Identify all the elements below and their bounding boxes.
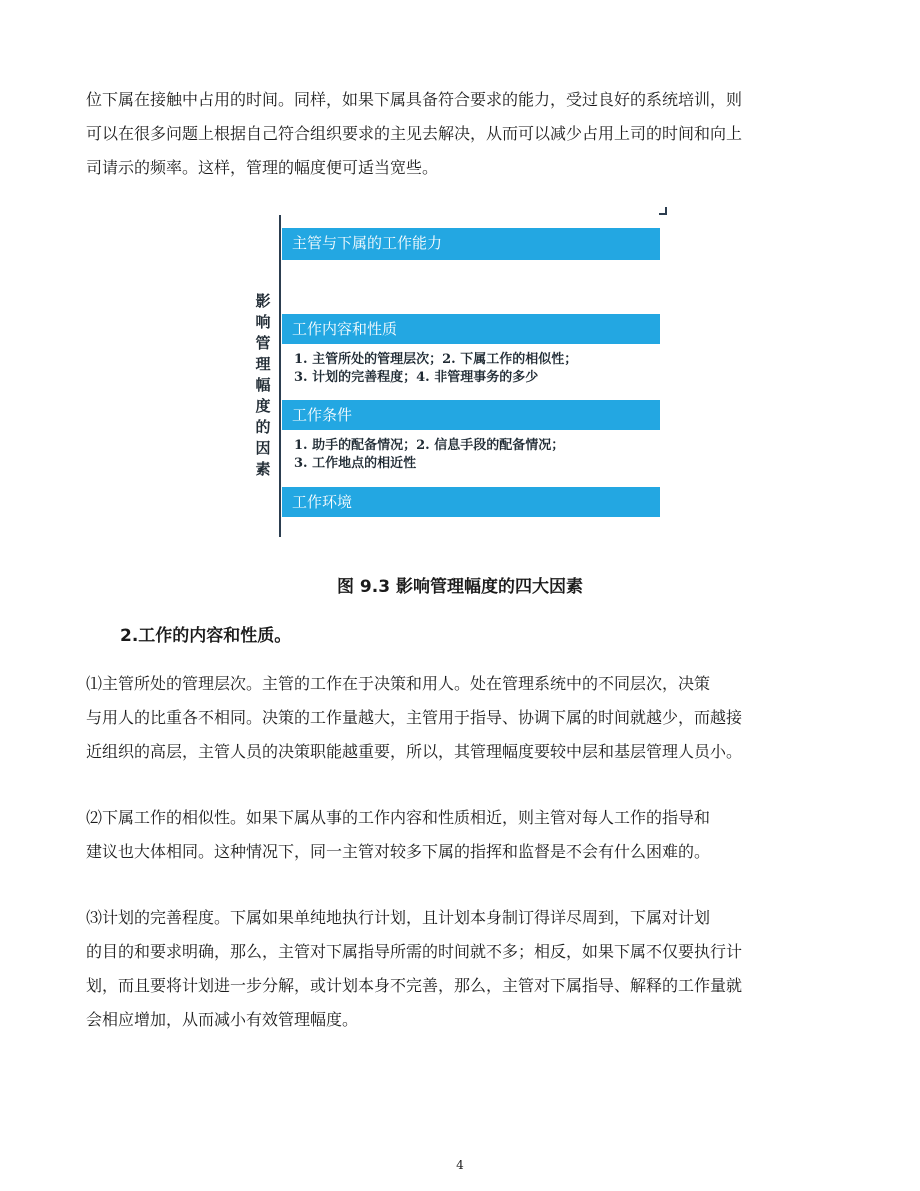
intro-line: 可以在很多问题上根据自己符合组织要求的主见去解决，从而可以减少占用上司的时间和向上 xyxy=(86,124,743,143)
item-line: 近组织的高层，主管人员的决策职能越重要，所以，其管理幅度要较中层和基层管理人员小。 xyxy=(86,742,743,761)
figure-band-ability: 主管与下属的工作能力 xyxy=(282,228,660,258)
figure-vertical-rule xyxy=(279,215,281,537)
item-line: 会相应增加，从而减小有效管理幅度。 xyxy=(86,1010,359,1029)
item-line: 划，而且要将计划进一步分解，或计划本身不完善，那么，主管对下属指导、解释的工作量就 xyxy=(86,976,743,995)
item-plan-completeness xyxy=(86,901,838,1037)
intro-paragraph xyxy=(86,83,838,185)
figure-caption: 图 9.3 影响管理幅度的四大因素 xyxy=(337,577,583,597)
item-line: 建议也大体相同。这种情况下，同一主管对较多下属的指挥和监督是不会有什么困难的。 xyxy=(86,842,711,861)
item-line: 的目的和要求明确，那么，主管对下属指导所需的时间就不多；相反，如果下属不仅要执行计 xyxy=(86,942,743,961)
page-number: 4 xyxy=(456,1158,464,1172)
item-work-similarity xyxy=(86,801,838,869)
figure-side-label: 影响管理幅度的因素 xyxy=(255,292,271,478)
figure-management-span-factors xyxy=(248,205,668,540)
figure-band-conditions-line: 1. 助手的配备情况；2. 信息手段的配备情况； xyxy=(294,438,565,453)
item-line: ⑴主管所处的管理层次。主管的工作在于决策和用人。处在管理系统中的不同层次，决策 xyxy=(86,674,711,693)
item-management-level xyxy=(86,667,838,769)
figure-band-conditions-line: 3. 工作地点的相近性 xyxy=(294,456,417,471)
section-heading: 2.工作的内容和性质。 xyxy=(120,626,292,646)
item-line: ⑵下属工作的相似性。如果下属从事的工作内容和性质相近，则主管对每人工作的指导和 xyxy=(86,808,711,827)
figure-band-conditions-body xyxy=(282,437,660,473)
figure-band-content-line: 1. 主管所处的管理层次；2. 下属工作的相似性； xyxy=(294,352,578,367)
figure-band-ability-underline xyxy=(282,258,660,260)
item-line: 与用人的比重各不相同。决策的工作量越大，主管用于指导、协调下属的时间就越少，而越接 xyxy=(86,708,743,727)
figure-band-content-line: 3. 计划的完善程度；4. 非管理事务的多少 xyxy=(294,370,539,385)
intro-line: 司请示的频率。这样，管理的幅度便可适当宽些。 xyxy=(86,158,439,177)
figure-band-conditions: 工作条件 xyxy=(282,400,660,430)
item-line: ⑶计划的完善程度。下属如果单纯地执行计划，且计划本身制订得详尽周到，下属对计划 xyxy=(86,908,711,927)
intro-line: 位下属在接触中占用的时间。同样，如果下属具备符合要求的能力，受过良好的系统培训，则 xyxy=(86,90,743,109)
figure-band-content-body xyxy=(282,351,660,387)
figure-band-content: 工作内容和性质 xyxy=(282,314,660,344)
figure-band-environment: 工作环境 xyxy=(282,487,660,517)
figure-corner-mark xyxy=(659,207,667,215)
